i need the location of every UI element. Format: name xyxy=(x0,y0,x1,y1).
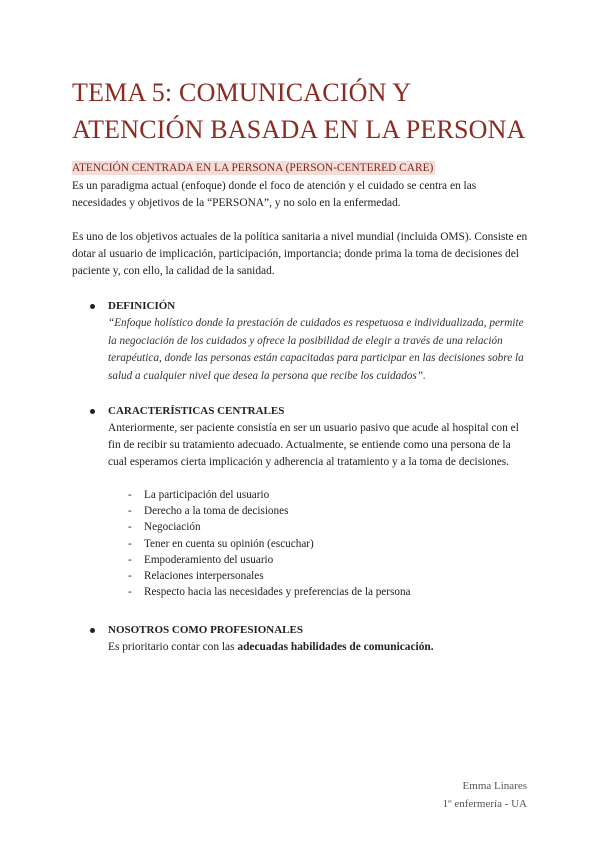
caracteristicas-heading: CARACTERÍSTICAS CENTRALES xyxy=(108,405,285,417)
dash-marker: - xyxy=(128,505,132,518)
list-item: - Respecto hacia las necesidades y preferencias de la persona xyxy=(128,584,530,600)
dash-marker: - xyxy=(128,537,132,550)
dash-marker: - xyxy=(128,521,132,534)
list-item: - Derecho a la toma de decisiones xyxy=(128,503,530,519)
profesionales-heading: NOSOTROS COMO PROFESIONALES xyxy=(108,624,303,637)
list-item: - Negociación xyxy=(128,519,530,535)
footer xyxy=(443,777,527,813)
section-subtitle: ATENCIÓN CENTRADA EN LA PERSONA (PERSON-CENTERED CARE) xyxy=(72,162,434,174)
list-item: - Empoderamiento del usuario xyxy=(128,552,530,568)
page-title xyxy=(72,74,530,148)
dash-marker: - xyxy=(128,586,132,599)
bullet-icon xyxy=(90,304,95,309)
list-item: - Tener en cuenta su opinión (escuchar) xyxy=(128,536,530,552)
caracteristicas-section xyxy=(72,403,530,600)
footer-course: 1º enfermería - UA xyxy=(442,798,527,810)
profesionales-emphasis: adecuadas habilidades de comunicación. xyxy=(237,641,434,654)
title-line-2: ATENCIÓN BASADA EN LA PERSONA xyxy=(72,115,526,144)
caracteristicas-text: Anteriormente, ser paciente consistía en ser un usuario pasivo que acude al hospital con el fin de recibir su tratamiento adecuado. Actualmente, se entiende como una persona de la cual esperamos cierta implicación y adherencia al tratamiento y a la toma de decisiones. xyxy=(108,422,519,468)
profesionales-text: Es prioritario contar con las adecuadas habilidades de comunicación. xyxy=(108,641,434,654)
dash-marker: - xyxy=(128,553,132,566)
definicion-quote: “Enfoque holístico donde la prestación de cuidados es respetuosa e individualizada, permite la negociación de los cuidados y ofrece la posibilidad de elegir a través de una relación terapéutica, donde las personas están capacitadas para participar en las decisiones sobre la salud a cualquier nivel que desea la persona que recibe los cuidados”. xyxy=(108,317,524,382)
dash-marker: - xyxy=(128,489,132,501)
footer-author: Emma Linares xyxy=(462,780,527,792)
intro-paragraph-2: Es uno de los objetivos actuales de la política sanitaria a nivel mundial (incluida OMS). Consiste en dotar al usuario de implicación, participación, importancia; donde prima la toma de decisiones del paciente y, con ello, la calidad de la sanidad. xyxy=(72,231,528,277)
document-page xyxy=(72,74,530,656)
definicion-heading: DEFINICIÓN xyxy=(108,300,176,312)
bullet-icon xyxy=(90,628,95,633)
dash-marker: - xyxy=(128,570,132,583)
list-item: - Relaciones interpersonales xyxy=(128,568,530,584)
intro-paragraph-1: Es un paradigma actual (enfoque) donde el foco de atención y el cuidado se centra en las necesidades y objetivos de la “PERSONA”, y no solo en la enfermedad. xyxy=(72,180,477,209)
profesionales-section xyxy=(72,622,530,656)
list-item: - La participación del usuario xyxy=(128,487,530,503)
definicion-section xyxy=(72,298,530,385)
title-line-1: TEMA 5: COMUNICACIÓN Y xyxy=(72,78,412,107)
bullet-icon xyxy=(90,409,95,414)
caracteristicas-list xyxy=(108,487,530,600)
